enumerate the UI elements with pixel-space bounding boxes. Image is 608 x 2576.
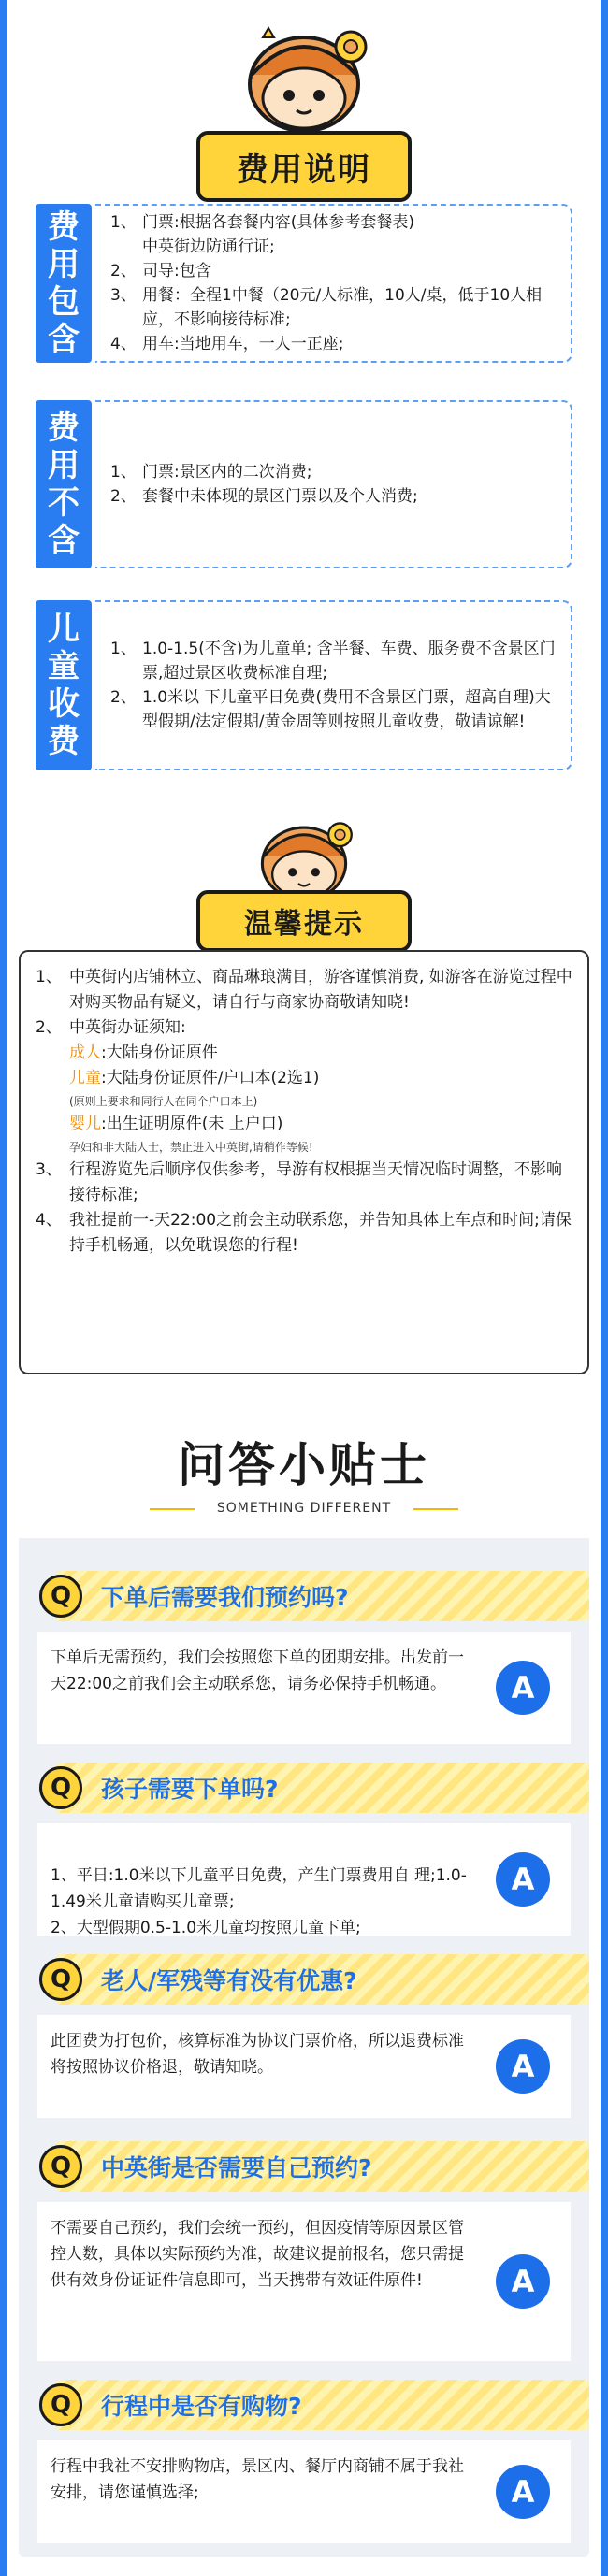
tag-char: 童 <box>48 648 80 685</box>
tag-char: 包 <box>48 283 80 321</box>
a-badge: A <box>496 1661 550 1715</box>
tag-char: 用 <box>48 246 80 283</box>
answer-box <box>37 1823 571 1936</box>
tips-header <box>0 806 608 946</box>
question-bar <box>50 1763 589 1813</box>
fee-line: 1、 门票:根据各套餐内容(具体参考套餐表) <box>110 213 414 232</box>
answer-box <box>37 2202 571 2361</box>
q-badge: Q <box>39 1958 82 2001</box>
question-bar <box>50 2141 589 2192</box>
tag-char: 含 <box>48 321 80 358</box>
answer-text: 下单后无需预约，我们会按照您下单的团期安排。出发前一天22:00之前我们会主动联系您，请务必保持手机畅通。 <box>51 1648 464 1693</box>
fee-body-child <box>95 600 572 770</box>
fee-card-included <box>36 204 572 363</box>
fee-tag-included <box>36 204 92 363</box>
fee-line: 中英街边防通行证; <box>142 237 275 256</box>
fee-card-child <box>36 600 572 770</box>
tag-char: 含 <box>48 522 80 559</box>
question-text: 老人/军残等有没有优惠? <box>101 1967 357 1994</box>
tag-char: 费 <box>48 723 80 760</box>
question-bar <box>50 1571 589 1621</box>
question-bar <box>50 2380 589 2430</box>
tag-char: 不 <box>48 484 80 522</box>
tip-item-4: 4、 我社提前一-天22:00之前会主动联系您，并告知具体上车点和时间;请保持手机畅通，以免耽误您的行程! <box>36 1211 572 1255</box>
answer-box <box>37 1632 571 1744</box>
fee-tag-excluded <box>36 400 92 568</box>
a-badge: A <box>496 2039 550 2094</box>
fee-banner: 费用说明 <box>196 131 412 202</box>
a-badge: A <box>496 1852 550 1907</box>
qa-panel <box>19 1398 589 2557</box>
question-bar <box>50 1954 589 2005</box>
answer-text: 不需要自己预约，我们会统一预约，但因疫情等原因景区管控人数，具体以实际预约为准，故建议提前报名，您只需提供有效身份证证件信息即可，当天携带有效证件原件! <box>51 2219 464 2290</box>
mascot-icon <box>229 806 379 899</box>
tip-item-2: 2、 中英街办证须知: <box>36 1018 186 1037</box>
qa-header <box>19 1398 589 1538</box>
fee-line: 1、 门票:景区内的二次消费; <box>110 463 312 482</box>
fee-card-excluded <box>36 400 572 568</box>
fee-line: 2、 套餐中未体现的景区门票以及个人消费; <box>110 487 418 506</box>
q-badge: Q <box>39 2383 82 2426</box>
qa-subtitle: SOMETHING DIFFERENT <box>216 1501 392 1516</box>
q-badge: Q <box>39 1766 82 1809</box>
question-text: 中英街是否需要自己预约? <box>101 2154 372 2181</box>
fee-line: 2、 1.0米以 下儿童平日免费(费用不含景区门票，超高自理)大型假期/法定假期/黄金周等则按照儿童收费，敬请谅解! <box>110 688 551 731</box>
mascot-icon <box>210 9 398 131</box>
answer-box <box>37 2015 571 2118</box>
a-badge: A <box>496 2254 550 2309</box>
tips-box <box>19 950 589 1374</box>
fee-header <box>0 9 608 206</box>
fee-line: 1、 1.0-1.5(不含)为儿童单; 含半餐、车费、服务费不含景区门票,超过景区收费标准自理; <box>110 640 556 683</box>
tip-pregnant-note: 孕妇和非大陆人士，禁止进入中英街,请稍作等候! <box>69 1141 313 1154</box>
fee-tag-child <box>36 600 92 770</box>
tag-char: 收 <box>48 685 80 723</box>
tips-banner: 温馨提示 <box>196 890 412 952</box>
fee-body-included <box>95 204 572 363</box>
a-badge: A <box>496 2465 550 2519</box>
tag-char: 用 <box>48 447 80 484</box>
tip-item-3: 3、 行程游览先后顺序仅供参考，导游有权根据当天情况临时调整，不影响接待标准; <box>36 1160 562 1204</box>
tip-child-note: (原则上要求和同行人在同个户口本上) <box>69 1095 258 1108</box>
answer-text: 1、平日:1.0米以下儿童平日免费，产生门票费用自 理;1.0-1.49米儿童请购买儿童票; 2、大型假期0.5-1.0米儿童均按照儿童下单; <box>51 1866 467 1937</box>
tip-child-line: 儿童:大陆身份证原件/户口本(2选1) <box>69 1069 320 1087</box>
tag-char: 费 <box>48 410 80 447</box>
fee-line: 2、 司导:包含 <box>110 262 211 281</box>
fee-line: 4、 用车:当地用车，一人一正座; <box>110 335 344 353</box>
tip-item-1: 1、 中英街内店铺林立、商品琳琅满目，游客谨慎消费, 如游客在游览过程中对购买物品有疑义，请自行与商家协商敬请知晓! <box>36 968 572 1012</box>
question-text: 行程中是否有购物? <box>101 2393 302 2420</box>
tag-char: 费 <box>48 209 80 246</box>
q-badge: Q <box>39 1575 82 1618</box>
answer-text: 此团费为打包价，核算标准为协议门票价格，所以退费标准将按照协议价格退，敬请知晓。 <box>51 2032 464 2077</box>
fee-body-excluded <box>95 400 572 568</box>
answer-box <box>37 2440 571 2543</box>
answer-text: 行程中我社不安排购物店，景区内、餐厅内商铺不属于我社安排，请您谨慎选择; <box>51 2457 464 2502</box>
qa-title: 问答小贴士 <box>178 1438 430 1492</box>
question-text: 下单后需要我们预约吗? <box>101 1584 349 1611</box>
q-badge: Q <box>39 2145 82 2188</box>
qa-sub-line-right <box>413 1508 458 1510</box>
tip-adult-line: 成人:大陆身份证原件 <box>69 1043 218 1062</box>
fee-line: 3、 用餐：全程1中餐（20元/人标准，10人/桌，低于10人相应，不影响接待标准; <box>110 286 543 329</box>
question-text: 孩子需要下单吗? <box>101 1776 279 1803</box>
tag-char: 儿 <box>48 611 80 648</box>
tip-infant-line: 婴儿:出生证明原件(未 上户口) <box>69 1115 283 1133</box>
